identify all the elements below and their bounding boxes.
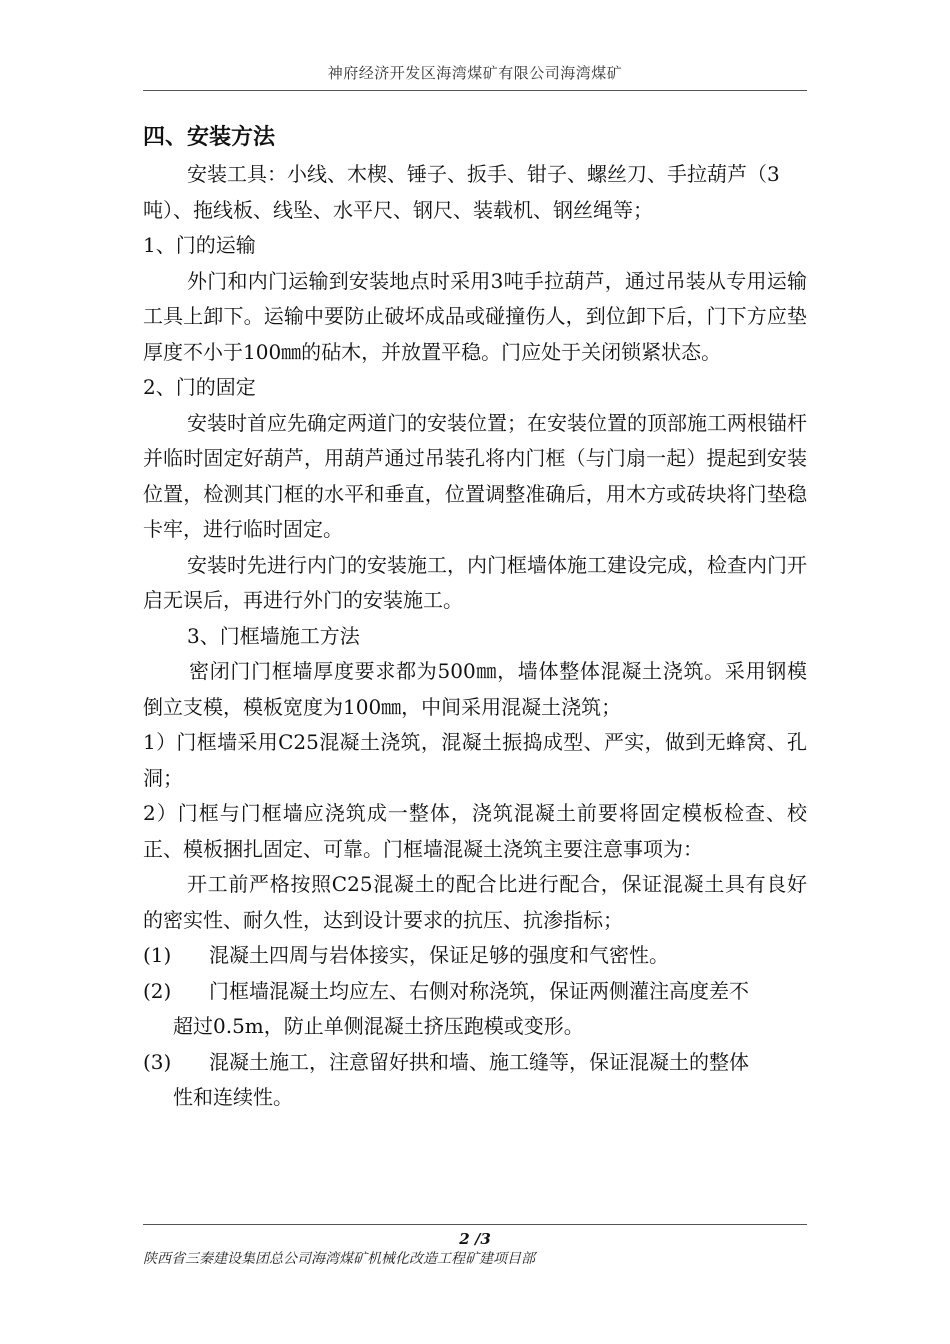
heading-fixing: 2、门的固定 [143, 375, 256, 399]
list-item [143, 938, 807, 974]
heading-transport: 1、门的运输 [143, 233, 256, 257]
list-continuation: 超过0.5m，防止单侧混凝土挤压跑模或变形。 [173, 1014, 584, 1038]
page-header: 神府经济开发区海湾煤矿有限公司海湾煤矿 [327, 64, 623, 82]
list-number: (2) [143, 978, 172, 1003]
paragraph-c25: 1）门框墙采用C25混凝土浇筑，混凝土振捣成型、严实，做到无蜂窝、孔洞； [143, 730, 807, 790]
list-continuation: 性和连续性。 [173, 1085, 293, 1109]
list-item [143, 974, 807, 1010]
list-item [143, 1045, 807, 1081]
paragraph-wall-thickness: 密闭门门框墙厚度要求都为500㎜，墙体整体混凝土浇筑。采用钢模倒立支模，模板宽度为100㎜，中间采用混凝土浇筑； [143, 659, 807, 719]
heading-wall-method: 3、门框墙施工方法 [187, 623, 360, 648]
paragraph-transport: 外门和内门运输到安装地点时采用3吨手拉葫芦，通过吊装从专用运输工具上卸下。运输中要防止破坏成品或碰撞伤人，到位卸下后，门下方应垫厚度不小于100㎜的砧木，并放置平稳。门应处于关闭锁紧状态。 [143, 268, 807, 364]
list-number: (3) [143, 1049, 172, 1074]
tools-line-2: 吨）、拖线板、线坠、水平尺、钢尺、装载机、钢丝绳等； [143, 197, 653, 222]
footer-divider [143, 1224, 807, 1225]
list-text: 混凝土四周与岩体接实，保证足够的强度和气密性。 [209, 943, 669, 967]
list-text: 门框墙混凝土均应左、右侧对称浇筑，保证两侧灌注高度差不 [209, 978, 749, 1003]
paragraph-mix-ratio: 开工前严格按照C25混凝土的配合比进行配合，保证混凝土具有良好的密实性、耐久性，达到设计要求的抗压、抗渗指标； [143, 872, 807, 932]
section-title: 四、安装方法 [143, 124, 276, 150]
list-number: (1) [143, 943, 172, 967]
document-body [143, 157, 807, 1116]
page-footer: 陕西省三秦建设集团总公司海湾煤矿机械化改造工程矿建项目部 [143, 1251, 535, 1267]
paragraph-install-order: 安装时先进行内门的安装施工，内门框墙体施工建设完成，检查内门开启无误后，再进行外门的安装施工。 [143, 552, 807, 612]
paragraph-fixing: 安装时首应先确定两道门的安装位置；在安装位置的顶部施工两根锚杆并临时固定好葫芦，用葫芦通过吊装孔将内门框（与门扇一起）提起到安装位置，检测其门框的水平和垂直，位置调整准确后，用木方或砖块将门垫稳卡牢，进行临时固定。 [143, 410, 807, 541]
header-divider [143, 90, 807, 91]
list-text: 混凝土施工，注意留好拱和墙、施工缝等，保证混凝土的整体 [209, 1049, 749, 1074]
tools-line-1: 安装工具：小线、木楔、锤子、扳手、钳子、螺丝刀、手拉葫芦（3 [187, 162, 780, 186]
page-number: 2 /3 [459, 1230, 491, 1248]
paragraph-integral-pour: 2）门框与门框墙应浇筑成一整体，浇筑混凝土前要将固定模板检查、校正、模板捆扎固定、可靠。门框墙混凝土浇筑主要注意事项为： [143, 801, 807, 861]
